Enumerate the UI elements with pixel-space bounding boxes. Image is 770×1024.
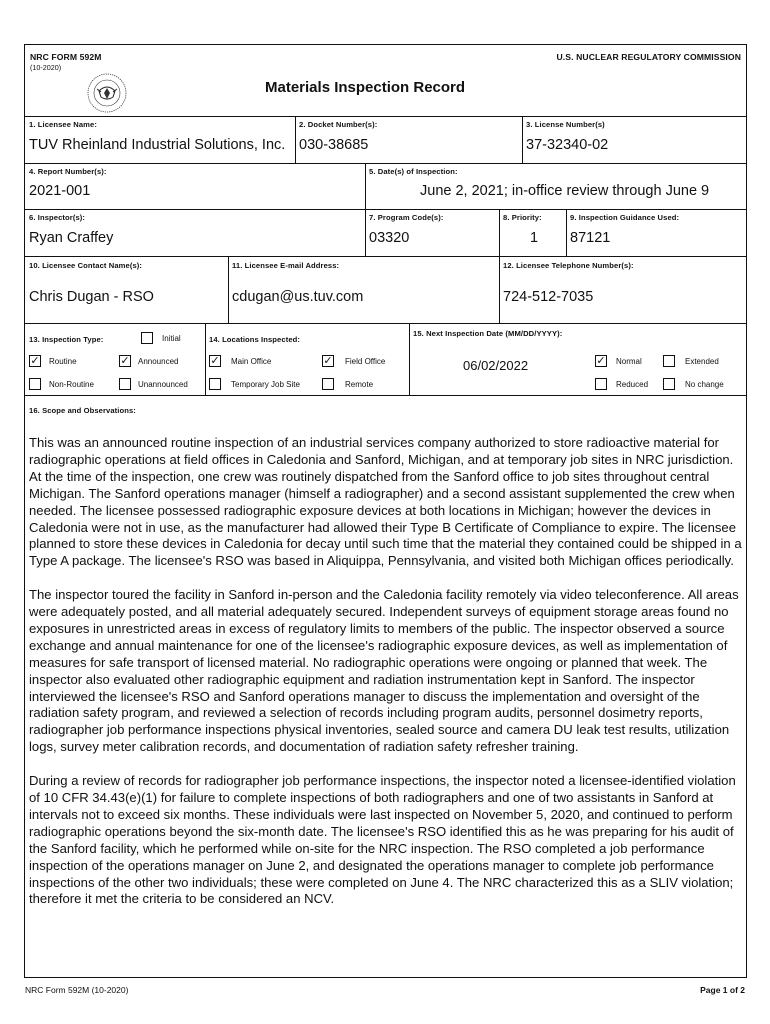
temporary-site-checkbox[interactable] bbox=[209, 378, 221, 390]
field-office-checkbox[interactable]: ✓ bbox=[323, 355, 333, 367]
form-id: NRC FORM 592M bbox=[30, 52, 102, 62]
main-office-label: Main Office bbox=[231, 357, 272, 366]
footer-form-id: NRC Form 592M (10-2020) bbox=[25, 985, 129, 995]
temporary-site-label: Temporary Job Site bbox=[231, 380, 300, 389]
scope-text bbox=[29, 435, 745, 925]
phone-value: 724-512-7035 bbox=[503, 289, 594, 305]
inspection-type-label: 13. Inspection Type: bbox=[29, 335, 104, 344]
inspection-form bbox=[24, 44, 747, 978]
announced-label: Announced bbox=[138, 357, 179, 366]
initial-checkbox[interactable] bbox=[141, 332, 153, 344]
reduced-checkbox[interactable] bbox=[595, 378, 607, 390]
nrc-seal-icon bbox=[87, 73, 127, 113]
program-code-value: 03320 bbox=[369, 230, 410, 246]
locations-label: 14. Locations Inspected: bbox=[209, 335, 301, 344]
contact-label: 10. Licensee Contact Name(s): bbox=[29, 261, 143, 270]
next-inspection-label: 15. Next Inspection Date (MM/DD/YYYY): bbox=[413, 329, 563, 338]
program-code-label: 7. Program Code(s): bbox=[369, 213, 444, 222]
page-number: Page 1 of 2 bbox=[700, 985, 745, 995]
remote-label: Remote bbox=[345, 380, 374, 389]
unannounced-checkbox[interactable] bbox=[119, 378, 131, 390]
priority-value: 1 bbox=[530, 230, 539, 246]
field-office-label: Field Office bbox=[345, 357, 386, 366]
no-change-label: No change bbox=[685, 380, 724, 389]
main-office-checkbox[interactable]: ✓ bbox=[210, 355, 220, 367]
email-value: cdugan@us.tuv.com bbox=[232, 289, 364, 305]
agency-name: U.S. NUCLEAR REGULATORY COMMISSION bbox=[556, 52, 741, 62]
extended-label: Extended bbox=[685, 357, 719, 366]
form-date: (10-2020) bbox=[30, 63, 62, 72]
routine-checkbox[interactable]: ✓ bbox=[30, 355, 40, 367]
contact-value: Chris Dugan - RSO bbox=[29, 289, 154, 305]
inspector-label: 6. Inspector(s): bbox=[29, 213, 86, 222]
extended-checkbox[interactable] bbox=[663, 355, 675, 367]
form-title: Materials Inspection Record bbox=[265, 79, 466, 96]
reduced-label: Reduced bbox=[616, 380, 649, 389]
scope-paragraph: The inspector toured the facility in Sanford in-person and the Caledonia facility remotely via video teleconference. All areas were adequately posted, and all material adequately secured. Independent surveys of equipment storage areas found no exposures in unrestricted areas in excess of regulatory limits to members of the public. The inspector observed a source exchange and annual maintenance for one of the licensee's radiographic exposure devices, as well as implementation of measures for safe transport of licensed material. No radiographic operations were ongoing or planned that week. The inspector also evaluated other radiographic equipment and radiation instrumentation kept in Sanford. The inspector interviewed the licensee's RSO and Sanford operations manager to discuss the implementation and oversight of the radiation safety program, and reviewed a selection of records including program audits, personnel dosimetry reports, radiographer job performance inspections physical inventories, sealed source and camera DU leak test results, utilization logs, survey meter calibration records, and documentation of radiation safety refresher training. bbox=[29, 587, 739, 755]
licensee-name-value: TUV Rheinland Industrial Solutions, Inc. bbox=[29, 137, 286, 153]
dates-label: 5. Date(s) of Inspection: bbox=[369, 167, 458, 176]
priority-label: 8. Priority: bbox=[503, 213, 542, 222]
phone-label: 12. Licensee Telephone Number(s): bbox=[503, 261, 634, 270]
next-inspection-date: 06/02/2022 bbox=[463, 358, 529, 373]
license-label: 3. License Number(s) bbox=[526, 120, 605, 129]
email-label: 11. Licensee E-mail Address: bbox=[232, 261, 340, 270]
routine-label: Routine bbox=[49, 357, 77, 366]
no-change-checkbox[interactable] bbox=[663, 378, 675, 390]
licensee-name-label: 1. Licensee Name: bbox=[29, 120, 97, 129]
report-label: 4. Report Number(s): bbox=[29, 167, 107, 176]
scope-paragraph: During a review of records for radiographer job performance inspections, the inspector noted a licensee-identified violation of 10 CFR 34.43(e)(1) for failure to complete inspections of both radiographers and one of two assistants in Sanford at intervals not to exceed six months. These individuals were last inspected on November 5, 2020, and continued to perform radiographic operations beyond the six-month date. The licensee's RSO identified this as he was preparing for his audit of the Sanford facility, which he performed while on-site for the NRC inspection. The RSO completed a job performance inspection of the operations manager on June 2, and designated the operations manager to complete job performance inspections of the other two individuals; these were completed on June 4. The NRC characterized this as a SLIV violation; therefore it met the criteria to be considered an NCV. bbox=[29, 773, 736, 907]
scope-paragraph: This was an announced routine inspection of an industrial services company authorized to store radioactive material for radiographic operations at field offices in Caledonia and Sanford, Michigan, and at temporary job sites in NRC jurisdiction. At the time of the inspection, one crew was routinely dispatched from the Sanford office to job sites throughout central Michigan. The Sanford operations manager (himself a radiographer) and a second assistant supplemented the crew when needed. The licensee possessed radiographic exposure devices at both locations in Michigan; however the devices in Caledonia were not in use, as the manufacturer had allowed their Type B Certificate of Compliance to expire. The licensee planned to store these devices in Caledonia for decay until such time that the material they contained could be shipped in a Type A package. The licensee's RSO was based in Aliquippa, Pennsylvania, and visited both Michigan offices periodically. bbox=[29, 435, 742, 569]
inspector-value: Ryan Craffey bbox=[29, 230, 114, 246]
remote-checkbox[interactable] bbox=[322, 378, 334, 390]
normal-label: Normal bbox=[616, 357, 642, 366]
announced-checkbox[interactable]: ✓ bbox=[120, 355, 130, 367]
dates-value: June 2, 2021; in-office review through June 9 bbox=[420, 183, 710, 199]
unannounced-label: Unannounced bbox=[138, 380, 188, 389]
report-value: 2021-001 bbox=[29, 183, 91, 199]
docket-value: 030-38685 bbox=[299, 137, 369, 153]
normal-checkbox[interactable]: ✓ bbox=[596, 355, 606, 367]
initial-label: Initial bbox=[162, 334, 181, 343]
docket-label: 2. Docket Number(s): bbox=[299, 120, 378, 129]
scope-label: 16. Scope and Observations: bbox=[29, 406, 136, 415]
license-value: 37-32340-02 bbox=[526, 137, 609, 153]
non-routine-checkbox[interactable] bbox=[29, 378, 41, 390]
guidance-label: 9. Inspection Guidance Used: bbox=[570, 213, 680, 222]
guidance-value: 87121 bbox=[570, 230, 611, 246]
non-routine-label: Non-Routine bbox=[49, 380, 94, 389]
